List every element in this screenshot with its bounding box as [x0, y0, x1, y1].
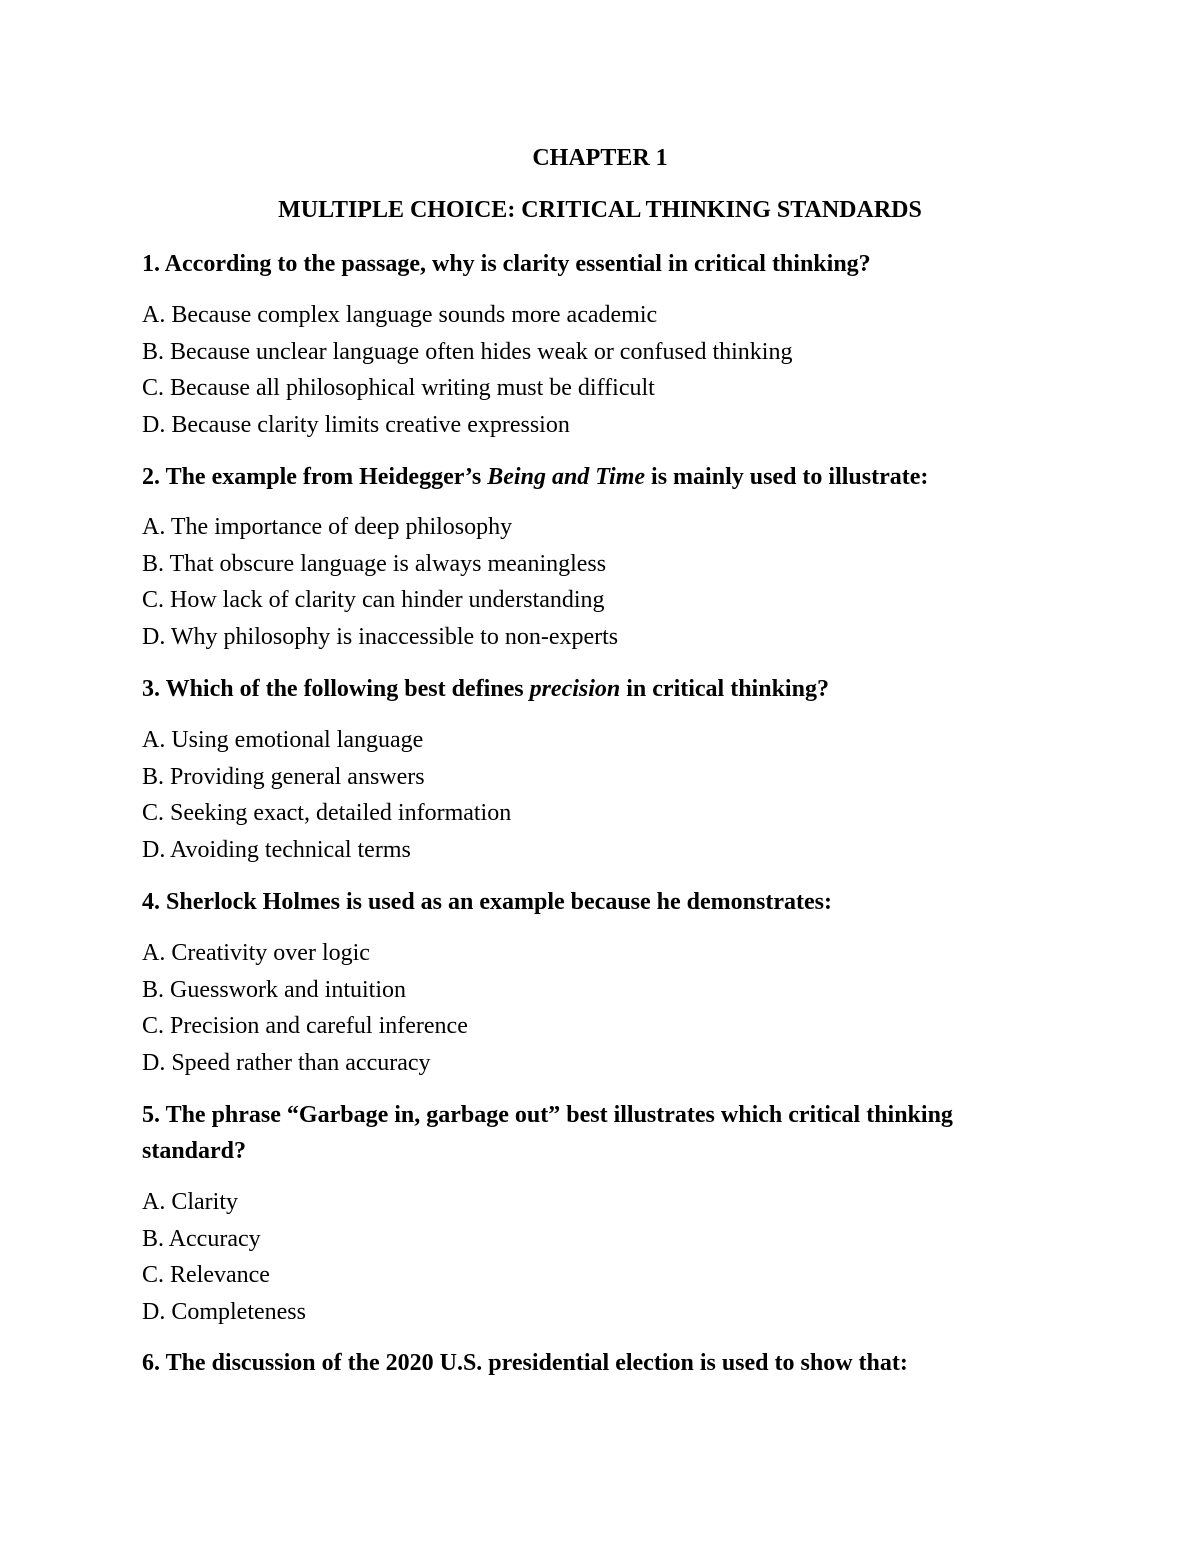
question-1-option-d: D. Because clarity limits creative expression [142, 411, 570, 438]
question-3-option-b: B. Providing general answers [142, 763, 425, 790]
question-5-option-c: C. Relevance [142, 1262, 270, 1288]
question-4-option-d: D. Speed rather than accuracy [142, 1049, 431, 1076]
question-4-options [142, 935, 1062, 1081]
question-2-book-title: Being and Time [487, 464, 646, 490]
question-2-options [142, 509, 1062, 655]
question-2-text-start: 2. The example from Heidegger’s [142, 464, 488, 490]
question-5-option-d: D. Completeness [142, 1298, 306, 1325]
question-3-term: precision [529, 676, 621, 702]
question-6: 6. The discussion of the 2020 U.S. presidential election is used to show that: [142, 1350, 908, 1376]
question-2-option-b: B. That obscure language is always meaningless [142, 550, 607, 577]
question-5-option-a: A. Clarity [142, 1189, 238, 1215]
question-1-option-b: B. Because unclear language often hides weak or confused thinking [142, 338, 793, 365]
question-5-options [142, 1184, 1062, 1330]
question-3-option-a: A. Using emotional language [142, 727, 424, 753]
question-1-options [142, 297, 1062, 443]
question-1-option-c: C. Because all philosophical writing must be difficult [142, 375, 655, 401]
question-4-option-b: B. Guesswork and intuition [142, 976, 406, 1003]
question-3-option-c: C. Seeking exact, detailed information [142, 800, 512, 826]
section-title: MULTIPLE CHOICE: CRITICAL THINKING STANDARDS [278, 197, 922, 223]
question-4: 4. Sherlock Holmes is used as an example because he demonstrates: [142, 889, 832, 915]
question-4-option-a: A. Creativity over logic [142, 940, 370, 966]
question-4-option-c: C. Precision and careful inference [142, 1013, 468, 1039]
question-3-text-start: 3. Which of the following best defines [142, 676, 530, 702]
question-5-option-b: B. Accuracy [142, 1225, 261, 1252]
question-2-option-a: A. The importance of deep philosophy [142, 514, 513, 540]
question-1-option-a: A. Because complex language sounds more academic [142, 302, 658, 328]
question-5: 5. The phrase “Garbage in, garbage out” best illustrates which critical thinking standard? [142, 1102, 953, 1164]
chapter-title: CHAPTER 1 [532, 145, 668, 171]
question-3-option-d: D. Avoiding technical terms [142, 836, 411, 863]
question-1: 1. According to the passage, why is clarity essential in critical thinking? [142, 251, 871, 277]
question-3-text-end: in critical thinking? [620, 676, 829, 702]
question-2-text-end: is mainly used to illustrate: [645, 464, 929, 490]
question-3 [142, 671, 1062, 707]
question-2-option-d: D. Why philosophy is inaccessible to non-experts [142, 623, 619, 650]
question-2-option-c: C. How lack of clarity can hinder understanding [142, 587, 605, 613]
question-2 [142, 459, 1062, 495]
question-3-options [142, 722, 1062, 868]
